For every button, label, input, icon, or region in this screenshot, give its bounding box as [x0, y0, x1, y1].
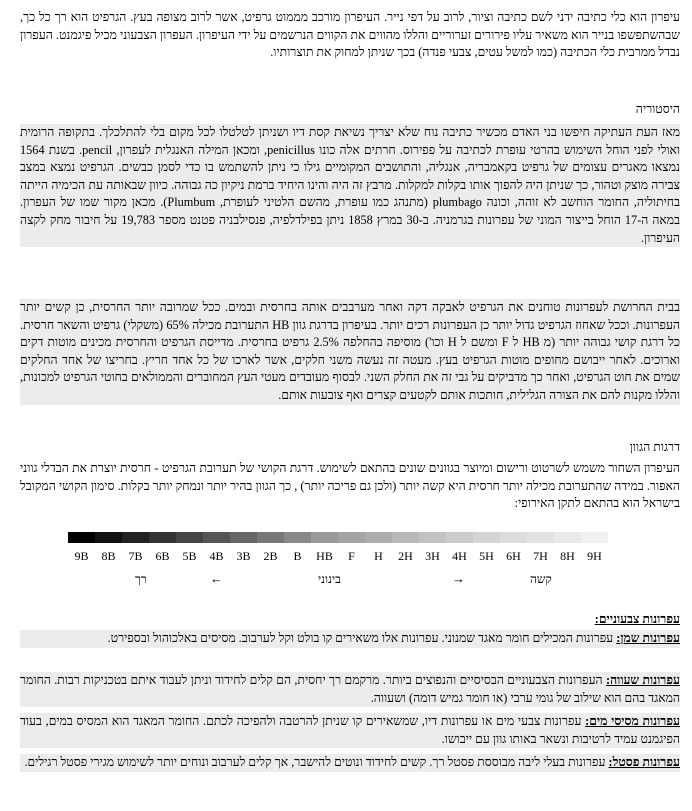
- grade-swatch: [365, 532, 392, 543]
- grade-label: 2B: [263, 549, 278, 563]
- hardness-scale: [68, 532, 608, 564]
- grade-label: 4B: [209, 549, 224, 563]
- history-paragraph: מאז העת העתיקה חיפשו בני האדם מכשיר כתיבה נוח שלא יצריך נשיאת קסת דיו ושניתן לטלטלו לכל מקום בלי להתלכלך. בתקופה הרומית ואולי לפני הוחל השימוש בהרטי עופרת לכתיבה על פפירוס. חרתים אלה כונו penicillus, ומכאן המילה האנגלית לעפרון, pencil. בשנת 1564 נמצאו מאגרים עצומים של גרפיט בקאמבריה, אנגליה, והתושבים המקומיים גילו כי ניתן להשתמש בו כדי לסמן כבשים. הגרפיט נמצא במצב צבירה מוצק וטהור, כך שניתן היה להפוך אותו בקלות למקלות. מרבץ זה היה והינו היחיד ברמת ניקיון כה גבוהה. כיוון שבאותה עת הכימיה הייתה בחיתוליה, החומר הוחשב לא זוהה, וכונה plumbago (מתנהג כמו עופרת, מהשם הלטיני לעופרת, Plumbum). מכאן מקור שמו של העפרון. במאה ה-17 הוחל בייצור המוני של עפרונות בגרמניה. ב-30 במרץ 1858 ניתן בפילדלפיה, פנסילבניה פטנט מספר 19,783 על חיבור מחק לקצה העיפרון.: [20, 124, 680, 247]
- grade-label: H: [374, 549, 383, 563]
- grade-swatch: [500, 532, 527, 543]
- grade-swatch: [527, 532, 554, 543]
- grade-label: 9H: [587, 549, 602, 563]
- type-name: עפרונות פסטל:: [608, 755, 680, 769]
- grade-label: B: [293, 549, 302, 563]
- type-oil: [20, 630, 680, 648]
- soft-label: רך: [135, 572, 147, 586]
- type-text: העפרונות הצבעוניים הבסיסיים והנפוצים ביותר. מרקמם רך יחסית, הם קלים לחידוד וניתן לעבוד איתם בטכניקות רבות. החומר המאגד בהם הוא שילוב של גומי ערבי (או חומר גמיש דומה) ושעווה.: [20, 673, 680, 705]
- grade-swatch: [581, 532, 608, 543]
- grade-swatch: [311, 532, 338, 543]
- history-heading: היסטוריה: [635, 102, 680, 116]
- grade-label: 4H: [452, 549, 467, 563]
- grade-label: 9B: [74, 549, 89, 563]
- medium-label: בינוני: [318, 572, 341, 586]
- grade-labels: [68, 549, 608, 564]
- grade-swatch: [176, 532, 203, 543]
- grades-heading: דרגות הגוון: [629, 440, 680, 454]
- manufacture-paragraph: בבית החרושת לעפרונות טוחנים את הגרפיט לאבקה דקה ואחר מערבבים אותה בחרסית ובמים. ככל שמרובה יותר החרסית, כן קשים יותר העפרונות. וככל שאחוז הגרפיט גדול יותר כן העפרונות רכים יותר. בעיפרון בדרגת גוון HB התערובת מכילה 65% (משקלי) גרפיט והשאר חרסית. כל דרגת קושי גבוהה יותר (מ HB ל F ומשם ל H וכו') מוסיפה בהחלפה 2.5% גרפיט בחרסית. מדייסת הגרפיט והחרסית מכינים מוטות דקים וארוכים. לאחר ייבושם מחופים מוטות הגרפיט בעץ. מעטה זה נעשה משני חלקים, אשר לארכו של כל אחד חריץ. בחריצו של אחד החלקים שמים את חוט הגרפיט, ואחר כך מדביקים על גבי זה את החלק השני. לבסוף מעובדים מעטי העץ המחוברים והממולאים בחוטי הגרפיט למכונות, והללו מקנות להם את הצורה הגלילית, חותכות אותם לקטעים קצרים ואף צובעות אותם.: [20, 299, 680, 405]
- type-text: עפרונות בעלי ליבה מבוססת פסטל רך. קשים לחידוד ונוטים להישבר, אך קלים לערבוב ונוחים יותר לשימוש מגירי פסטל רגילים.: [24, 755, 609, 769]
- type-text: עפרונות המכילים חומר מאגד שמנוני. עפרונות אלו משאירים קו בולט וקל לערבוב. מסיסים באלכוהול ובספירט.: [107, 631, 617, 645]
- type-name: עפרונות שעווה:: [606, 673, 680, 687]
- grade-label: 6H: [506, 549, 521, 563]
- grade-label: 5H: [479, 549, 494, 563]
- grade-label: 2H: [398, 549, 413, 563]
- grades-paragraph: העיפרון השחור משמש לשרטוט ורישום ומיוצר בגוונים שונים בהתאם לשימוש. דרגת הקושי של תערובת הגרפיט - חרסית יוצרת את הבדלי גווני האפור. במידה שהתערובת מכילה יותר חרסית היא קשה יותר (ולכן גם פריכה יותר) , כך הגוון בהיר יותר ונמחק יותר בקלות. סימון הקושי המקובל בישראל הוא בהתאם לתקן האירופי:: [20, 461, 680, 511]
- grade-label: 8H: [560, 549, 575, 563]
- grade-swatch: [122, 532, 149, 543]
- grade-swatch: [203, 532, 230, 543]
- grade-swatch: [230, 532, 257, 543]
- grade-label: 5B: [182, 549, 197, 563]
- type-name: עפרונות שמן:: [616, 631, 680, 645]
- type-pastel: [20, 754, 680, 772]
- grade-swatch: [68, 532, 95, 543]
- grade-label: 3H: [425, 549, 440, 563]
- hard-label: קשה: [530, 572, 552, 586]
- grade-swatch: [419, 532, 446, 543]
- grade-label: 6B: [155, 549, 170, 563]
- grade-swatch: [257, 532, 284, 543]
- grade-label: 3B: [236, 549, 251, 563]
- type-text: עפרונות צבעי מים או עפרונות דיו, שמשאירים קו שניתן להרטבה ולהפיכה לכתם. החומר המאגד הוא המסיס במים, בעוד הפיגמנט עמיד לרטיבות ונשאר באותו גוון עם ייבושו.: [20, 714, 680, 746]
- grade-swatch: [554, 532, 581, 543]
- grade-swatch: [95, 532, 122, 543]
- grade-label: HB: [316, 549, 333, 563]
- colored-pencils-heading: עפרונות צבעוניים:: [594, 612, 680, 626]
- grade-label: 7H: [533, 549, 548, 563]
- type-wax: [20, 672, 680, 707]
- grade-swatch: [446, 532, 473, 543]
- grade-label: 8B: [101, 549, 116, 563]
- grade-swatches: [68, 532, 608, 543]
- grade-swatch: [338, 532, 365, 543]
- type-name: עפרונות מסיסי מים:: [585, 714, 680, 728]
- arrow-left-icon: ←: [210, 571, 223, 586]
- arrow-right-icon: →: [452, 571, 465, 586]
- intro-paragraph: עיפרון הוא כלי כתיבה ידני לשם כתיבה וציור, לרוב על דפי נייר. העיפרון מורכב מממוט גרפיט, אשר לרוב מצופה בעץ. הגרפיט הוא רך כל כך, שבהשתפשפו בנייר הוא משאיר עליו פירורים זערוריים והללו מהווים את הקווים הנרשמים על ידי העיפרון. העפרון הצבעוני מכיל פיגמנט. העפרון נבדל ממרבית כלי הכתיבה (כמו למשל עטים, צבעי פנדה) בכך שניתן למחוק את תוצרותיו.: [20, 10, 680, 60]
- grade-swatch: [473, 532, 500, 543]
- grade-label: 7B: [128, 549, 143, 563]
- type-watercolor: [20, 713, 680, 748]
- grade-label: F: [348, 549, 355, 563]
- grade-swatch: [149, 532, 176, 543]
- grade-swatch: [284, 532, 311, 543]
- grade-swatch: [392, 532, 419, 543]
